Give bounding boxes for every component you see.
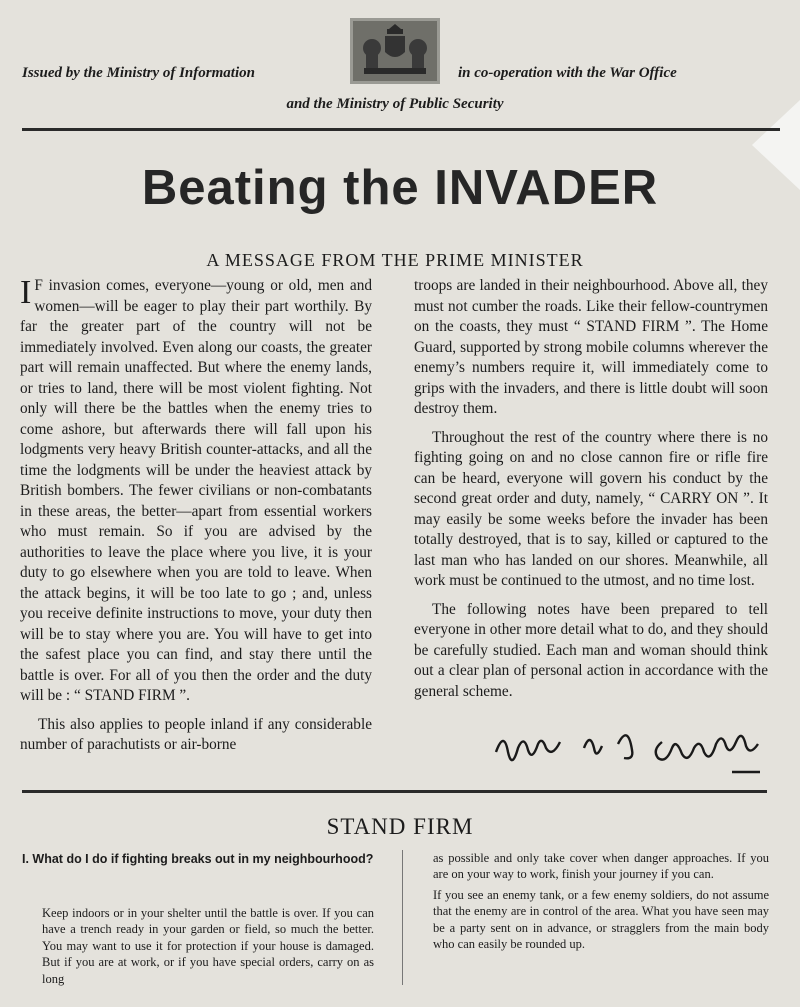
- section-title: STAND FIRM: [326, 814, 474, 839]
- issued-by-text: Issued by the Ministry of Information: [22, 65, 255, 81]
- subtitle: A MESSAGE FROM THE PRIME MINISTER: [206, 250, 584, 270]
- message-paragraph: This also applies to people inland if any considerable number of parachutists or air-borne: [20, 715, 372, 753]
- faq-answer-paragraph: as possible and only take cover when danger approaches. If you are on your way to work, finish your journey if you can.: [433, 851, 769, 882]
- faq-answer-paragraph: If you see an enemy tank, or a few enemy soldiers, do not assume that the enemy are in control of the area. What you have seen may be a party sent on in advance, or stragglers from the main body who can easily be rounded up.: [433, 887, 769, 952]
- drop-cap: I: [20, 274, 32, 311]
- main-title: Beating the INVADER: [141, 161, 659, 215]
- message-paragraph: troops are landed in their neighbourhood. Above all, they must not cumber the roads. Like their fellow-countrymen on the coasts, they must “ STAND FIRM ”. The Home Guard, supported by strong mobile columns wherever the enemy’s numbers require it, will immediately come to grips with the invaders, and there is little doubt will soon destroy them.: [414, 277, 768, 417]
- message-paragraph: I F invasion comes, everyone—young or old, men and women—will be eager to play their part worthily. By far the greater part of the country will not be immediately involved. Even along our coasts, the greater part will remain unaffected. But where the enemy lands, or tries to land, there will be most violent fighting. Not only will there be the battles when the enemy tries to come ashore, but afterwards there will fall upon his lodgments very heavy British counter-attacks, and all the time the lodgments will be under the heaviest attack by British bombers. The fewer civilians or non-combatants in these areas, the better—apart from essential workers who must remain. So if you are advised by the authorities to leave the place where you live, it is your duty to go elsewhere when you are told to leave. When the attack begins, it will be too late to go ; and, unless you receive definite instructions to move, your duty then will be to stay where you are. You will have to get into the safest place you can find, and stay there until the battle is over. For all of you then the order and the duty will be : “ STAND FIRM ”.: [20, 274, 372, 704]
- ministry-text: and the Ministry of Public Security: [286, 96, 504, 112]
- faq-question: I. What do I do if fighting breaks out in my neighbourhood?: [22, 852, 374, 866]
- header: [0, 10, 800, 110]
- faq-answer-right: [433, 850, 769, 956]
- section-rule: [22, 790, 767, 793]
- message-paragraph: Throughout the rest of the country where there is no fighting going on and no close cannon fire or rifle fire can be heard, everyone will govern his conduct by the second great order and duty, namely, “ CARRY ON ”. It may easily be some weeks before the invader has been totally destroyed, that is to say, killed or captured to the last man who has landed on our shores. Meanwhile, all work must be continued to the utmost, and no time lost.: [414, 428, 768, 589]
- message-paragraph: The following notes have been prepared to tell everyone in other more detail what to do, and they should be carefully studied. Each man and woman should think out a clear plan of personal action in accordance with the general scheme.: [414, 600, 768, 700]
- royal-crest-icon: [350, 18, 440, 84]
- header-rule: [22, 128, 780, 131]
- column-divider: [402, 850, 403, 985]
- faq-answer-left: Keep indoors or in your shelter until the battle is over. If you can have a trench ready in your garden or field, so much the better. You may want to use it for protection if your house is damaged. But if you are at work, or if you have special orders, carry on as long: [42, 906, 374, 986]
- message-left-column: [20, 276, 372, 764]
- cooperation-text: in co-operation with the War Office: [458, 65, 677, 81]
- signature-icon: [492, 722, 768, 782]
- message-right-column: [414, 276, 768, 710]
